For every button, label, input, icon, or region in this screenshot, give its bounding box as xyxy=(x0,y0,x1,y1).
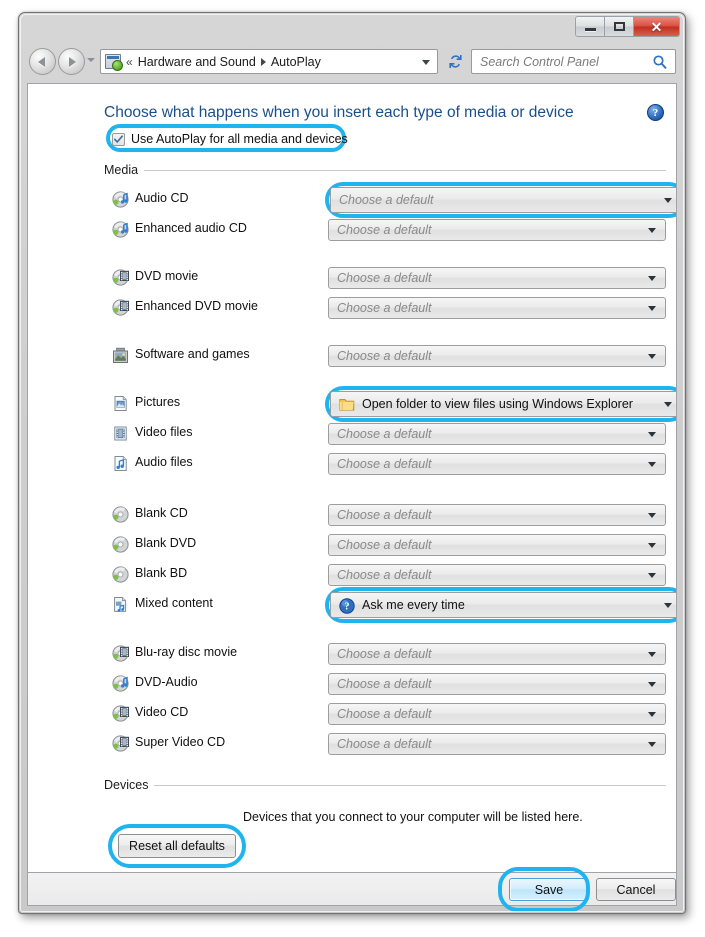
autoplay-dropdown-enhanced-dvd-movie[interactable] xyxy=(328,297,666,319)
disc-audio-icon xyxy=(112,675,129,692)
group-header-devices xyxy=(104,777,666,793)
audio-file-icon xyxy=(112,455,129,472)
svg-text:?: ? xyxy=(344,601,350,613)
disc-video-icon xyxy=(112,735,129,752)
dropdown-value: Choose a default xyxy=(337,457,432,471)
autoplay-dropdown-software-and-games[interactable] xyxy=(328,345,666,367)
autoplay-dropdown-super-video-cd[interactable] xyxy=(328,733,666,755)
autoplay-dropdown-audio-cd[interactable] xyxy=(330,187,677,213)
chevron-down-icon[interactable] xyxy=(648,712,656,717)
disc-video-icon xyxy=(112,645,129,662)
video-file-icon xyxy=(112,425,129,442)
media-row-label: Video CD xyxy=(135,705,189,719)
disc-video-icon xyxy=(112,705,129,722)
question-icon xyxy=(339,598,355,614)
media-row xyxy=(28,594,677,616)
disc-video-icon xyxy=(112,735,129,752)
dropdown-value: Choose a default xyxy=(339,193,434,207)
dropdown-value: Ask me every time xyxy=(362,598,465,612)
reset-all-defaults-button[interactable]: Reset all defaults xyxy=(118,834,236,858)
maximize-icon xyxy=(614,22,625,31)
chevron-down-icon[interactable] xyxy=(648,573,656,578)
media-row xyxy=(28,297,677,319)
media-row xyxy=(28,453,677,475)
group-header-media-divider xyxy=(144,170,666,171)
disc-video-icon xyxy=(112,299,129,316)
media-row-label: Blu-ray disc movie xyxy=(135,645,238,659)
group-header-devices-label: Devices xyxy=(104,778,149,792)
chevron-down-icon[interactable] xyxy=(648,276,656,281)
refresh-icon xyxy=(447,53,464,70)
audio-file-icon xyxy=(112,455,129,472)
disc-audio-icon xyxy=(112,191,129,208)
search-icon[interactable] xyxy=(652,54,668,70)
minimize-icon xyxy=(585,28,596,31)
autoplay-dropdown-blank-bd[interactable] xyxy=(328,564,666,586)
media-row-label: Audio files xyxy=(135,455,193,469)
media-row-label: Enhanced audio CD xyxy=(135,221,247,235)
media-row xyxy=(28,423,677,445)
autoplay-dropdown-enhanced-audio-cd[interactable] xyxy=(328,219,666,241)
autoplay-dropdown-dvd-audio[interactable] xyxy=(328,673,666,695)
media-row xyxy=(28,345,677,367)
address-dropdown-icon[interactable] xyxy=(422,60,430,65)
close-icon: ✕ xyxy=(650,18,663,35)
minimize-button[interactable] xyxy=(576,17,605,36)
group-header-media xyxy=(104,162,666,178)
dropdown-value: Choose a default xyxy=(337,427,432,441)
close-button[interactable] xyxy=(634,17,679,36)
autoplay-dropdown-blank-dvd[interactable] xyxy=(328,534,666,556)
control-panel-icon xyxy=(105,54,121,69)
autoplay-window xyxy=(18,12,686,914)
media-row-label: DVD movie xyxy=(135,269,199,283)
address-bar[interactable] xyxy=(100,49,438,74)
media-row-label: Pictures xyxy=(135,395,181,409)
dropdown-value: Choose a default xyxy=(337,737,432,751)
search-input[interactable] xyxy=(471,49,676,74)
media-row-label: Blank CD xyxy=(135,506,188,520)
disc-blank-icon xyxy=(112,566,129,583)
disc-audio-icon xyxy=(112,221,129,238)
media-row xyxy=(28,267,677,289)
mixed-content-icon xyxy=(112,596,129,613)
chevron-down-icon[interactable] xyxy=(664,198,672,203)
software-box-icon xyxy=(112,347,129,364)
chevron-down-icon[interactable] xyxy=(648,543,656,548)
media-row xyxy=(28,504,677,526)
mixed-content-icon xyxy=(112,596,129,613)
cancel-button[interactable]: Cancel xyxy=(596,878,676,901)
media-row-label: DVD-Audio xyxy=(135,675,198,689)
media-row xyxy=(28,703,677,725)
devices-note: Devices that you connect to your computer will be listed here. xyxy=(243,810,583,824)
media-row-label: Audio CD xyxy=(135,191,189,205)
autoplay-dropdown-blu-ray-disc-movie[interactable] xyxy=(328,643,666,665)
media-row-label: Blank BD xyxy=(135,566,188,580)
content-pane xyxy=(27,83,677,873)
chevron-down-icon[interactable] xyxy=(648,432,656,437)
disc-audio-icon xyxy=(112,221,129,238)
breadcrumb-item-autoplay[interactable]: AutoPlay xyxy=(270,54,321,69)
media-row xyxy=(28,534,677,556)
dropdown-value: Choose a default xyxy=(337,508,432,522)
group-header-devices-divider xyxy=(154,785,666,786)
media-row xyxy=(28,219,677,241)
help-icon[interactable]: ? xyxy=(647,104,664,121)
autoplay-dropdown-dvd-movie[interactable] xyxy=(328,267,666,289)
recent-pages-chevron-icon[interactable] xyxy=(87,58,95,62)
autoplay-dropdown-video-cd[interactable] xyxy=(328,703,666,725)
dropdown-value: Open folder to view files using Windows Explorer xyxy=(362,397,633,411)
autoplay-dropdown-audio-files[interactable] xyxy=(328,453,666,475)
disc-blank-icon xyxy=(112,506,129,523)
use-autoplay-checkbox[interactable] xyxy=(112,133,125,146)
disc-video-icon xyxy=(112,705,129,722)
chevron-down-icon[interactable] xyxy=(664,603,672,608)
media-row xyxy=(28,189,677,211)
disc-audio-icon xyxy=(112,675,129,692)
dropdown-value: Choose a default xyxy=(337,538,432,552)
breadcrumb-item-hardware-and-sound[interactable]: Hardware and Sound xyxy=(137,54,256,69)
breadcrumb-overflow-icon[interactable]: « xyxy=(126,54,133,69)
disc-blank-icon xyxy=(112,566,129,583)
dropdown-value: Choose a default xyxy=(337,647,432,661)
disc-video-icon xyxy=(112,299,129,316)
media-row xyxy=(28,733,677,755)
dropdown-value: Choose a default xyxy=(337,349,432,363)
folder-icon xyxy=(339,397,355,412)
disc-video-icon xyxy=(112,269,129,286)
picture-file-icon xyxy=(112,395,129,412)
media-row xyxy=(28,564,677,586)
disc-video-icon xyxy=(112,269,129,286)
refresh-button[interactable] xyxy=(443,49,467,74)
chevron-down-icon[interactable] xyxy=(648,652,656,657)
forward-arrow-icon xyxy=(69,57,76,67)
autoplay-dropdown-mixed-content[interactable] xyxy=(330,592,677,618)
page-title: Choose what happens when you insert each type of media or device xyxy=(104,104,574,121)
command-bar xyxy=(27,873,677,906)
media-row-label: Video files xyxy=(135,425,193,439)
disc-blank-icon xyxy=(112,506,129,523)
dropdown-value: Choose a default xyxy=(337,568,432,582)
search-placeholder: Search Control Panel xyxy=(480,54,599,69)
media-row-label: Enhanced DVD movie xyxy=(135,299,258,313)
media-row xyxy=(28,643,677,665)
media-row-label: Super Video CD xyxy=(135,735,226,749)
back-button[interactable] xyxy=(29,48,56,75)
checkmark-icon xyxy=(114,135,123,144)
dropdown-value: Choose a default xyxy=(337,301,432,315)
question-icon xyxy=(339,598,355,613)
chevron-down-icon[interactable] xyxy=(648,354,656,359)
chevron-down-icon[interactable] xyxy=(648,742,656,747)
breadcrumb-chevron-icon[interactable] xyxy=(261,58,266,66)
media-row-label: Mixed content xyxy=(135,596,213,610)
window-controls xyxy=(575,16,680,37)
chevron-down-icon[interactable] xyxy=(648,228,656,233)
disc-audio-icon xyxy=(112,191,129,208)
disc-video-icon xyxy=(112,645,129,662)
video-file-icon xyxy=(112,425,129,442)
save-button[interactable]: Save xyxy=(509,878,589,901)
use-autoplay-checkbox-row[interactable] xyxy=(112,132,348,146)
picture-file-icon xyxy=(112,395,129,412)
group-header-media-label: Media xyxy=(104,163,139,177)
chevron-down-icon[interactable] xyxy=(648,306,656,311)
autoplay-dropdown-blank-cd[interactable] xyxy=(328,504,666,526)
dropdown-value: Choose a default xyxy=(337,271,432,285)
autoplay-dropdown-pictures[interactable] xyxy=(330,391,677,417)
chevron-down-icon[interactable] xyxy=(664,402,672,407)
dropdown-value: Choose a default xyxy=(337,707,432,721)
maximize-button[interactable] xyxy=(605,17,634,36)
disc-blank-icon xyxy=(112,536,129,553)
media-row xyxy=(28,393,677,415)
use-autoplay-label: Use AutoPlay for all media and devices xyxy=(131,132,348,146)
title-bar xyxy=(19,13,685,43)
software-box-icon xyxy=(112,347,129,364)
back-arrow-icon xyxy=(38,57,45,67)
chevron-down-icon[interactable] xyxy=(648,462,656,467)
navigation-bar xyxy=(19,43,685,81)
media-row-label: Blank DVD xyxy=(135,536,197,550)
folder-icon xyxy=(339,397,355,412)
disc-blank-icon xyxy=(112,536,129,553)
media-row xyxy=(28,673,677,695)
dropdown-value: Choose a default xyxy=(337,677,432,691)
forward-button[interactable] xyxy=(58,48,85,75)
chevron-down-icon[interactable] xyxy=(648,513,656,518)
chevron-down-icon[interactable] xyxy=(648,682,656,687)
media-row-label: Software and games xyxy=(135,347,250,361)
autoplay-dropdown-video-files[interactable] xyxy=(328,423,666,445)
dropdown-value: Choose a default xyxy=(337,223,432,237)
